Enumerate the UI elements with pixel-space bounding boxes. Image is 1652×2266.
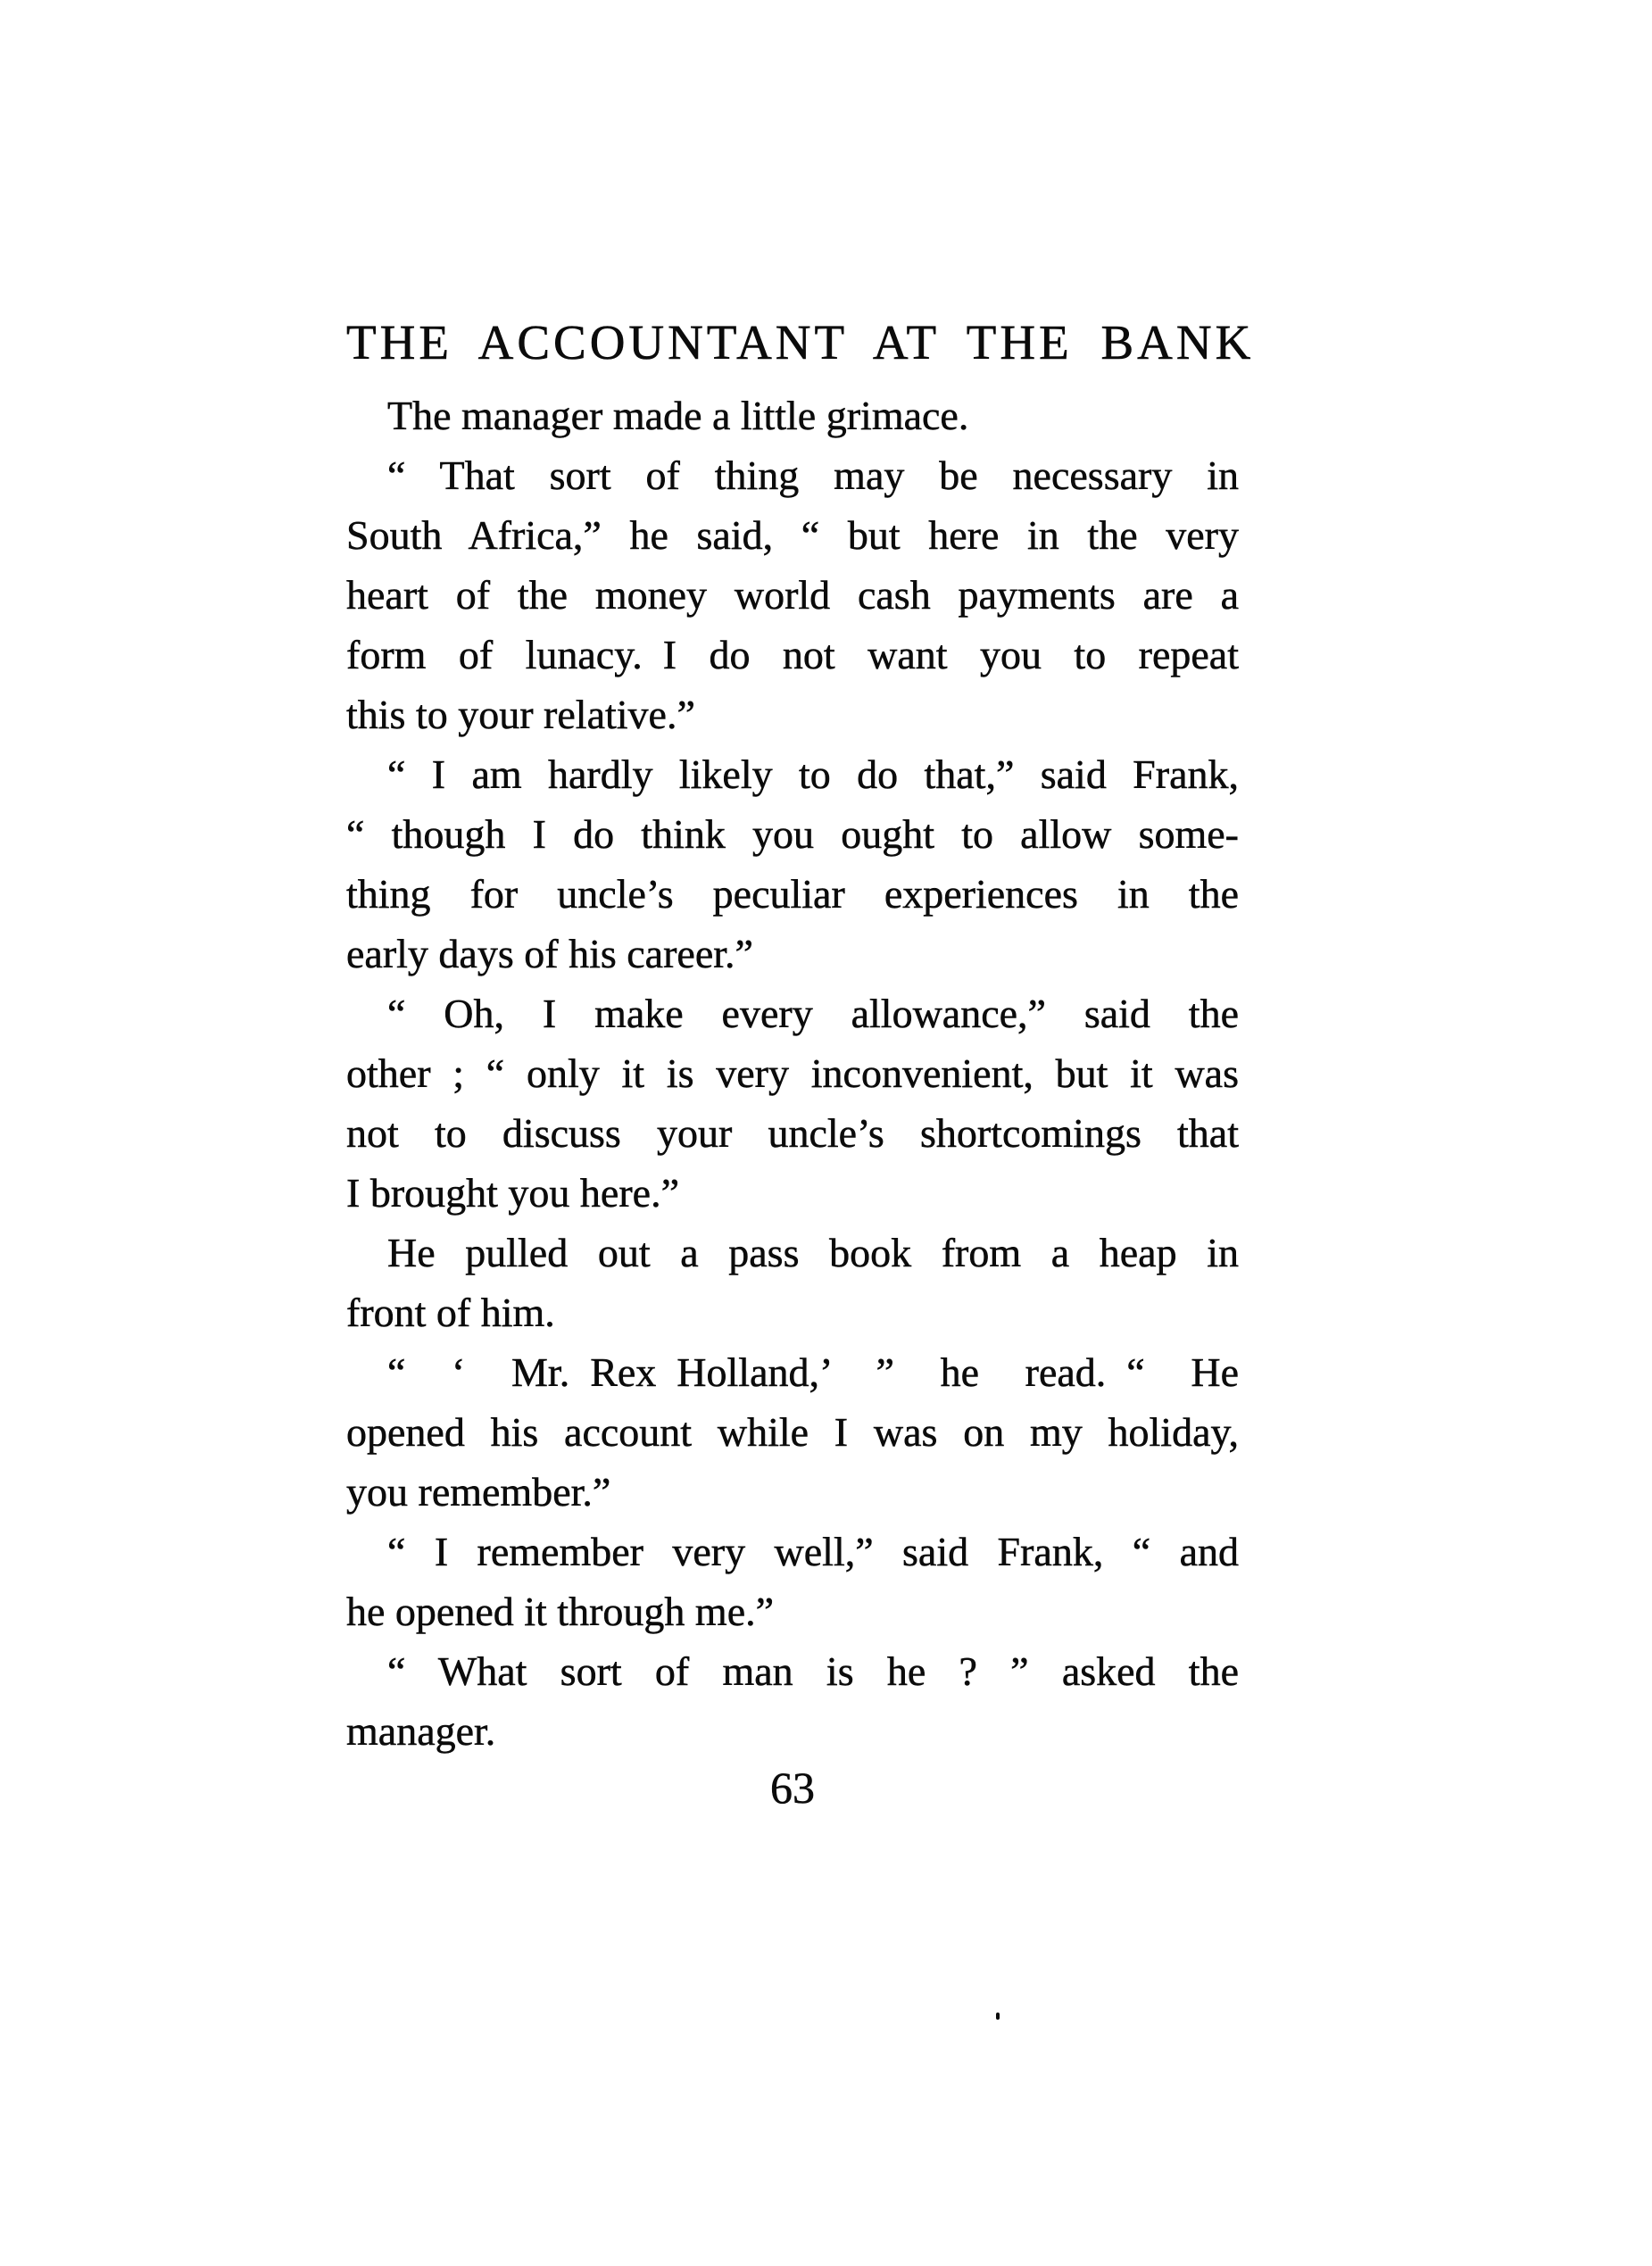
body-line: not to discuss your uncle’s shortcomings that (346, 1110, 1239, 1156)
page-number: 63 (770, 1763, 815, 1813)
body-line: he opened it through me.” (346, 1589, 775, 1634)
body-line: manager. (346, 1708, 496, 1754)
body-line: “ I am hardly likely to do that,” said Frank, (387, 751, 1239, 797)
body-line: I brought you here.” (346, 1170, 679, 1216)
body-line: South Africa,” he said, “ but here in the very (346, 512, 1239, 558)
body-line: opened his account while I was on my holiday, (346, 1409, 1239, 1455)
body-line: He pulled out a pass book from a heap in (387, 1230, 1239, 1275)
body-line: heart of the money world cash payments are a (346, 572, 1239, 618)
ink-speck (996, 2013, 1000, 2020)
running-head: THE ACCOUNTANT AT THE BANK (346, 315, 1255, 369)
body-line: form of lunacy. I do not want you to repeat (346, 632, 1239, 677)
body-line: other ; “ only it is very inconvenient, but it was (346, 1050, 1239, 1096)
body-line: thing for uncle’s peculiar experiences in the (346, 871, 1239, 917)
body-line: “ What sort of man is he ? ” asked the (387, 1648, 1239, 1694)
text-block (346, 386, 1239, 1761)
body-line: “ Oh, I make every allowance,” said the (387, 991, 1239, 1036)
body-line: early days of his career.” (346, 931, 753, 976)
body-line: “ I remember very well,” said Frank, “ and (387, 1529, 1239, 1574)
body-line: The manager made a little grimace. (387, 393, 969, 438)
body-line: “ That sort of thing may be necessary in (387, 452, 1239, 498)
body-line: front of him. (346, 1290, 555, 1335)
body-line: this to your relative.” (346, 692, 695, 737)
body-line: “ ‘ Mr. Rex Holland,’ ” he read. “ He (387, 1349, 1239, 1395)
body-line: you remember.” (346, 1469, 611, 1515)
body-line: “ though I do think you ought to allow some- (346, 811, 1239, 857)
